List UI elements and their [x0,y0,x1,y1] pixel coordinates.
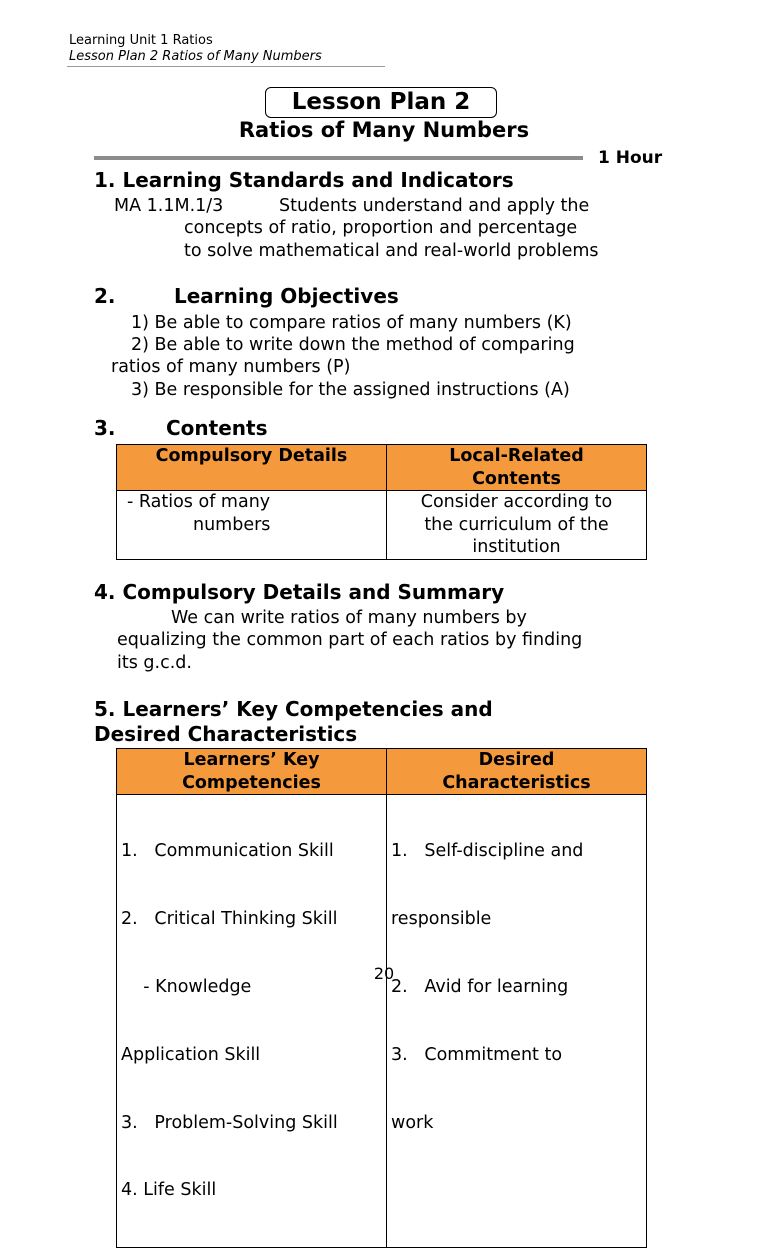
standard-line-2: concepts of ratio, proportion and percentage [184,218,578,238]
objective-2-continued: ratios of many numbers (P) [111,357,351,377]
competencies-cell [117,795,387,1248]
lesson-subtitle: Ratios of Many Numbers [238,118,530,142]
table-row [117,491,647,560]
objective-2: 2) Be able to write down the method of comparing [131,335,575,355]
contents-col-local-header: Local-Related Contents [387,445,647,491]
section-4-heading: 4. Compulsory Details and Summary [94,580,505,604]
standard-line-3: to solve mathematical and real-world problems [184,241,599,261]
list-item: 1. Self-discipline and [391,841,584,862]
contents-local-cell: Consider according to the curriculum of the institution [387,491,647,560]
contents-col-compulsory-header: Compulsory Details [117,445,387,491]
section-5-heading-continued: Desired Characteristics [94,722,358,746]
objective-1: 1) Be able to compare ratios of many numbers (K) [131,313,572,333]
summary-line-3: its g.c.d. [117,653,192,673]
list-item: Application Skill [121,1044,261,1065]
list-item: 2. Avid for learning [391,976,569,997]
section-1-heading: 1. Learning Standards and Indicators [94,168,514,192]
summary-line-2: equalizing the common part of each ratios by finding [117,630,583,650]
characteristics-cell [387,795,647,1248]
list-item: 1. Communication Skill [121,841,334,862]
competencies-table [116,748,647,1248]
section-3-heading: Contents [166,416,268,440]
page-number: 20 [373,964,395,983]
list-item: - Knowledge [121,976,252,997]
list-item: responsible [391,909,492,930]
list-item: work [391,1112,434,1133]
standard-line-1: Students understand and apply the [279,196,590,216]
section-2-number: 2. [94,284,116,308]
standard-code: MA 1.1M.1/3 [114,196,224,216]
contents-table-header-row [117,445,647,491]
list-item: 4. Life Skill [121,1180,217,1201]
list-item: 3. Problem-Solving Skill [121,1112,338,1133]
section-2-heading: Learning Objectives [174,284,399,308]
running-header-unit: Learning Unit 1 Ratios [69,33,213,48]
section-5-heading: 5. Learners’ Key Competencies and [94,697,493,721]
header-divider [67,66,385,67]
duration: 1 Hour [598,148,663,168]
competencies-table-header-row [117,749,647,795]
list-item: 3. Commitment to [391,1044,563,1065]
contents-table [116,444,647,560]
contents-compulsory-cell: - Ratios of many numbers [117,491,387,560]
section-3-number: 3. [94,416,116,440]
summary-line-1: We can write ratios of many numbers by [171,608,527,628]
objective-3: 3) Be responsible for the assigned instructions (A) [131,380,570,400]
title-divider [94,156,583,160]
lesson-title: Lesson Plan 2 [265,87,497,118]
table-row [117,795,647,1248]
characteristics-col-header: Desired Characteristics [387,749,647,795]
running-header-lesson: Lesson Plan 2 Ratios of Many Numbers [69,49,322,64]
list-item: 2. Critical Thinking Skill [121,909,338,930]
competencies-col-header: Learners’ Key Competencies [117,749,387,795]
